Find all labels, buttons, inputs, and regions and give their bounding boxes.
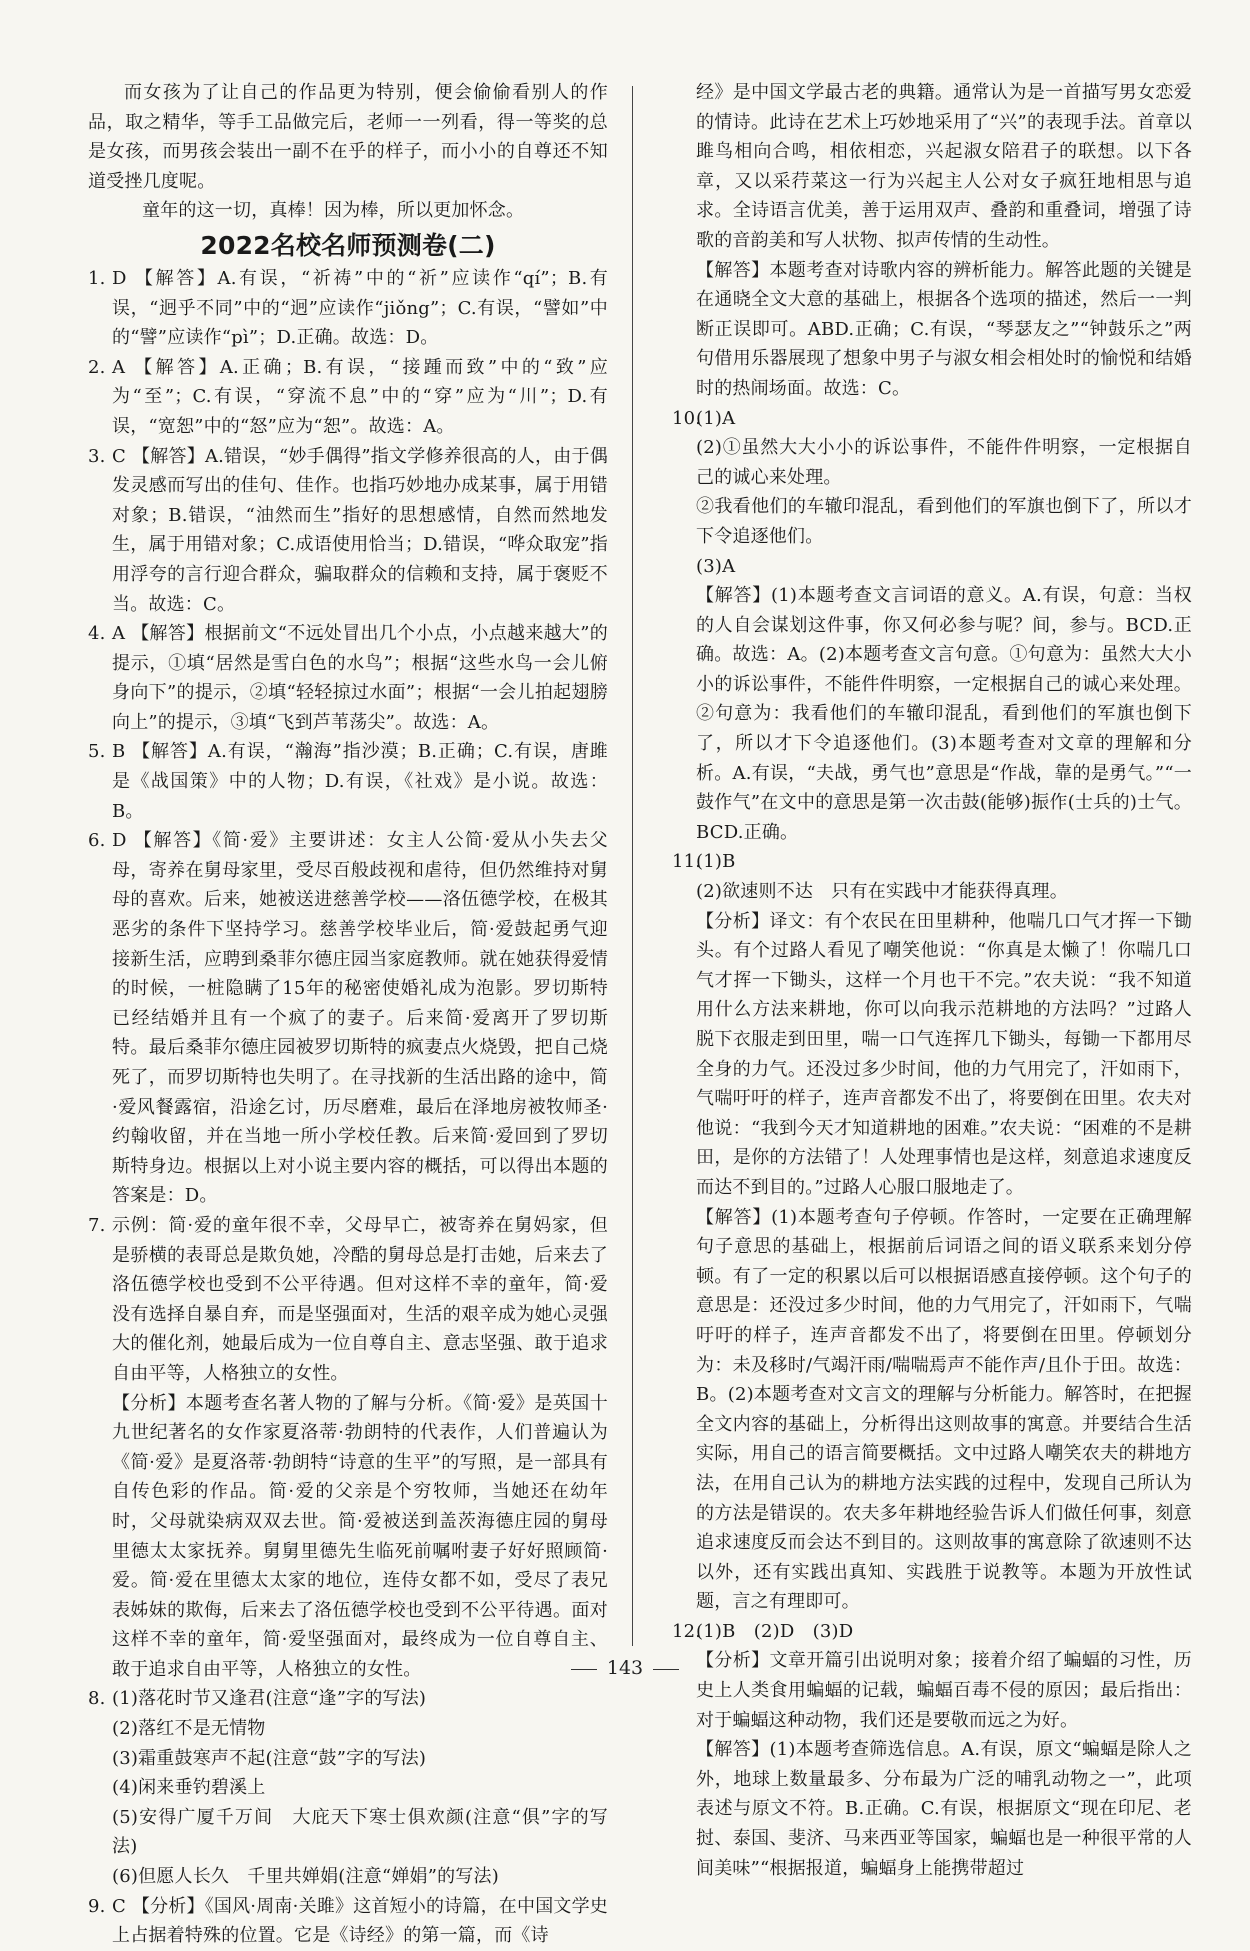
text-paragraph: 童年的这一切，真棒！因为棒，所以更加怀念。 bbox=[142, 200, 525, 222]
answer-text: (1)B (2)D (3)D bbox=[696, 1620, 854, 1642]
text-paragraph: 而女孩为了让自己的作品更为特别，便会偷偷看别人的作品，取之精华，等手工品做完后，老师一一列看，得一等奖的总是女孩，而男孩会装出一副不在乎的样子，而小小的自尊还不知道受挫几度呢。 bbox=[88, 82, 608, 192]
answer-item bbox=[672, 404, 1192, 848]
answer-line bbox=[672, 78, 1192, 256]
answer-line bbox=[672, 847, 1192, 877]
answer-text: 示例：简·爱的童年很不幸，父母早亡，被寄养在舅妈家，但是骄横的表哥总是欺负她，冷酷的舅母总是打击她，后来去了洛伍德学校也受到不公平待遇。但对这样不幸的童年，简·爱没有选择自暴自弃，而是坚强面对，生活的艰辛成为她心灵强大的催化剂，她最后成为一位自尊自主、意志坚强、敢于追求自由平等，人格独立的女性。 bbox=[112, 1214, 608, 1384]
question-number: 4. bbox=[88, 623, 106, 645]
answer-text: C 【解答】A.错误，“妙手偶得”指文学修养很高的人，由于偶发灵感而写出的佳句、佳作。也指巧妙地办成某事，属于用错对象；B.错误，“油然而生”指好的思想感情，自然而然地发生，属于用错对象；C.成语使用恰当；D.错误，“哗众取宠”指用浮夸的言行迎合群众，骗取群众的信赖和支持，属于褒贬不当。故选：C。 bbox=[112, 445, 608, 615]
answer-item bbox=[88, 826, 608, 1211]
column-divider bbox=[632, 86, 633, 1646]
answer-text: (2)落红不是无情物 bbox=[112, 1718, 266, 1740]
answer-text: (3)A bbox=[696, 555, 736, 577]
question-number: 2. bbox=[88, 356, 106, 378]
answer-text: A 【解答】A.正确；B.有误，“接踵而致”中的“致”应为“至”；C.有误，“穿流不息”中的“穿”应为“川”；D.有误，“宽恕”中的“怒”应为“恕”。故选：A。 bbox=[112, 356, 608, 437]
answer-text: (3)霜重鼓寒声不起(注意“鼓”字的写法) bbox=[112, 1747, 427, 1769]
question-number: 8. bbox=[88, 1688, 106, 1710]
answer-line bbox=[88, 737, 608, 826]
answer-text: (1)B bbox=[696, 851, 736, 873]
right-column bbox=[672, 78, 1192, 1883]
answer-text: B 【解答】A.有误，“瀚海”指沙漠；B.正确；C.有误，唐雎是《战国策》中的人物；D.有误，《社戏》是小说。故选：B。 bbox=[112, 741, 608, 822]
answer-line bbox=[672, 404, 1192, 434]
question-number: 10. bbox=[672, 407, 702, 429]
answer-item bbox=[88, 353, 608, 442]
question-number: 1. bbox=[88, 267, 106, 289]
answer-text: 经》是中国文学最古老的典籍。通常认为是一首描写男女恋爱的情诗。此诗在艺术上巧妙地采用了“兴”的表现手法。首章以雎鸟相向合鸣，相依相恋，兴起淑女陪君子的联想。以下各章，又以采荇菜这一行为兴起主人公对女子疯狂地相思与追求。全诗语言优美，善于运用双声、叠韵和重叠词，增强了诗歌的音韵美和写人状物、拟声传情的生动性。 bbox=[696, 82, 1192, 251]
answer-item bbox=[88, 619, 608, 737]
question-number: 11. bbox=[672, 851, 702, 873]
answer-text: (2)欲速则不达 只有在实践中才能获得真理。 bbox=[696, 881, 1068, 903]
answer-text: (4)闲来垂钓碧溪上 bbox=[112, 1777, 266, 1799]
answer-line bbox=[88, 264, 608, 353]
answer-text: 【解答】本题考查对诗歌内容的辨析能力。解答此题的关键是在通晓全文大意的基础上，根据各个选项的描述，然后一一判断正误即可。ABD.正确；C.有误，“琴瑟友之”“钟鼓乐之”两句借用乐器展现了想象中男子与淑女相会相处时的愉悦和结婚时的热闹场面。故选：C。 bbox=[696, 259, 1192, 399]
answer-text: (1)落花时节又逢君(注意“逢”字的写法) bbox=[112, 1688, 427, 1710]
answer-text: A 【解答】根据前文“不远处冒出几个小点，小点越来越大”的提示，①填“居然是雪白色的水鸟”；根据“这些水鸟一会儿俯身向下”的提示，②填“轻轻掠过水面”；根据“一会儿拍起翅膀向上”的提示，③填“飞到芦苇荡尖”。故选：A。 bbox=[112, 623, 608, 733]
section-heading: 2022名校名师预测卷(二) bbox=[200, 230, 496, 260]
answer-text: ②我看他们的车辙印混乱，看到他们的军旗也倒下了，所以才下令追逐他们。 bbox=[696, 496, 1192, 547]
footer-dash bbox=[653, 1669, 679, 1670]
question-number: 9. bbox=[88, 1895, 106, 1917]
question-number: 12. bbox=[672, 1620, 702, 1642]
answer-line bbox=[88, 442, 608, 620]
answer-text: 【解答】(1)本题考查筛选信息。A.有误，原文“蝙蝠是除人之外，地球上数量最多、分布最为广泛的哺乳动物之一”，此项表述与原文不符。B.正确。C.有误，根据原文“现在印尼、老挝、泰国、斐济、马来西亚等国家，蝙蝠也是一种很平常的人间美味”“根据报道，蝙蝠身上能携带超过 bbox=[696, 1739, 1192, 1879]
answer-text: 【分析】译文：有个农民在田里耕种，他喘几口气才挥一下锄头。有个过路人看见了嘲笑他说：“你真是太懒了！你喘几口气才挥一下锄头，这样一个月也干不完。”农夫说：“我不知道用什么方法来耕地，你可以向我示范耕地的方法吗？”过路人脱下衣服走到田里，喘一口气连挥几下锄头，每锄一下都用尽全身的力气。还没过多少时间，他的力气用完了，汗如雨下，气喘吁吁的样子，连声音都发不出了，将要倒在田里。农夫对他说：“我到今天才知道耕地的困难。”农夫说：“困难的不是耕田，是你的方法错了！人处理事情也是这样，刻意追求速度反而达不到目的。”过路人心服口服地走了。 bbox=[696, 910, 1192, 1198]
answer-item bbox=[672, 847, 1192, 1616]
answer-line bbox=[88, 1211, 608, 1389]
answer-text: C 【分析】《国风·周南·关雎》这首短小的诗篇，在中国文学史上占据着特殊的位置。它是《诗经》的第一篇，而《诗 bbox=[112, 1895, 608, 1947]
answer-item bbox=[88, 1684, 608, 1891]
answer-text: (1)A bbox=[696, 407, 736, 429]
question-number: 6. bbox=[88, 830, 106, 852]
answer-text: 【解答】(1)本题考查句子停顿。作答时，一定要在正确理解句子意思的基础上，根据前后词语之间的语义联系来划分停顿。有了一定的积累以后可以根据语感直接停顿。这个句子的意思是：还没过多少时间，他的力气用完了，汗如雨下，气喘吁吁的样子，连声音都发不出了，将要倒在田里。停顿划分为：未及移时/气竭汗雨/喘喘焉声不能作声/且仆于田。故选：B。(2)本题考查对文言文的理解与分析能力。解答时，在把握全文内容的基础上，分析得出这则故事的寓意。并要结合生活实际，用自己的语言简要概括。文中过路人嘲笑农夫的耕地方法，在用自己认为的耕地方法实践的过程中，发现自己所认为的方法是错误的。农夫多年耕地经验告诉人们做任何事，刻意追求速度反而会达不到目的。这则故事的寓意除了欲速则不达以外，还有实践出真知、实践胜于说教等。本题为开放性试题，言之有理即可。 bbox=[696, 1206, 1192, 1613]
answer-item bbox=[88, 264, 608, 353]
question-number: 7. bbox=[88, 1214, 106, 1236]
answer-text: 【解答】(1)本题考查文言词语的意义。A.有误，句意：当权的人自会谋划这件事，你又何必参与呢？间，参与。BCD.正确。故选：A。(2)本题考查文言句意。①句意为：虽然大大小小的诉讼事件，不能件件明察，一定根据自己的诚心来处理。②句意为：我看他们的车辙印混乱，看到他们的军旗也倒下了，所以才下令追逐他们。(3)本题考查对文章的理解和分析。A.有误，“夫战，勇气也”意思是“作战，靠的是勇气。”“一鼓作气”在文中的意思是第一次击鼓(能够)振作(士兵的)士气。BCD.正确。 bbox=[696, 585, 1192, 843]
footer-dash bbox=[571, 1669, 597, 1670]
question-number: 5. bbox=[88, 741, 106, 763]
answer-item bbox=[88, 1892, 608, 1951]
answer-line bbox=[88, 619, 608, 737]
answer-item bbox=[88, 1211, 608, 1685]
answer-text: D 【解答】《简·爱》主要讲述：女主人公简·爱从小失去父母，寄养在舅母家里，受尽百般歧视和虐待，但仍然维持对舅母的喜欢。后来，她被送进慈善学校——洛伍德学校，在极其恶劣的条件下坚持学习。慈善学校毕业后，简·爱鼓起勇气迎接新生活，应聘到桑菲尔德庄园当家庭教师。就在她获得爱情的时候，一桩隐瞒了15年的秘密使婚礼成为泡影。罗切斯特已经结婚并且有一个疯了的妻子。后来简·爱离开了罗切斯特。最后桑菲尔德庄园被罗切斯特的疯妻点火烧毁，把自己烧死了，而罗切斯特也失明了。在寻找新的生活出路的途中，简·爱风餐露宿，沿途乞讨，历尽磨难，最后在泽地房被牧师圣·约翰收留，并在当地一所小学校任教。后来简·爱回到了罗切斯特身边。根据以上对小说主要内容的概括，可以得出本题的答案是：D。 bbox=[112, 830, 608, 1207]
answer-text: (6)但愿人长久 千里共婵娟(注意“婵娟”的写法) bbox=[112, 1866, 499, 1888]
answer-list bbox=[88, 264, 608, 1951]
page-number: 143 bbox=[606, 1657, 644, 1679]
answer-list bbox=[672, 78, 1192, 1883]
page-footer bbox=[0, 1657, 1250, 1679]
answer-line bbox=[88, 353, 608, 442]
answer-line bbox=[672, 1617, 1192, 1647]
answer-text: 【分析】文章开篇引出说明对象；接着介绍了蝙蝠的习性，历史上人类食用蝙蝠的记载，蝙蝠百毒不侵的原因；最后指出：对于蝙蝠这种动物，我们还是要敬而远之为好。 bbox=[696, 1650, 1192, 1731]
answer-item bbox=[672, 78, 1192, 404]
question-number bbox=[672, 78, 696, 256]
answer-text: (2)①虽然大大小小的诉讼事件，不能件件明察，一定根据自己的诚心来处理。 bbox=[696, 437, 1192, 488]
answer-line bbox=[88, 826, 608, 1211]
answer-line bbox=[88, 1684, 608, 1714]
answer-text: D 【解答】A.有误，“祈祷”中的“祈”应读作“qí”；B.有误，“迥乎不同”中的“迥”应读作“jiǒng”；C.有误，“譬如”中的“譬”应读作“pì”；D.正确。故选：D。 bbox=[112, 267, 608, 349]
answer-text: 【分析】本题考查名著人物的了解与分析。《简·爱》是英国十九世纪著名的女作家夏洛蒂·勃朗特的代表作，人们普遍认为《简·爱》是夏洛蒂·勃朗特“诗意的生平”的写照，是一部具有自传色彩的作品。简·爱的父亲是个穷牧师，当她还在幼年时，父母就染病双双去世。简·爱被送到盖茨海德庄园的舅母里德太太家抚养。舅舅里德先生临死前嘱咐妻子好好照顾简·爱。简·爱在里德太太家的地位，连侍女都不如，受尽了表兄表姊妹的欺侮，后来去了洛伍德学校也受到不公平待遇。面对这样不幸的童年，简·爱坚强面对，最终成为一位自尊自主、敢于追求自由平等，人格独立的女性。 bbox=[112, 1392, 608, 1680]
answer-item bbox=[88, 442, 608, 620]
answer-item bbox=[88, 737, 608, 826]
answer-text: (5)安得广厦千万间 大庇天下寒士俱欢颜(注意“俱”字的写法) bbox=[112, 1806, 608, 1858]
question-number: 3. bbox=[88, 445, 106, 467]
answer-line bbox=[88, 1892, 608, 1951]
